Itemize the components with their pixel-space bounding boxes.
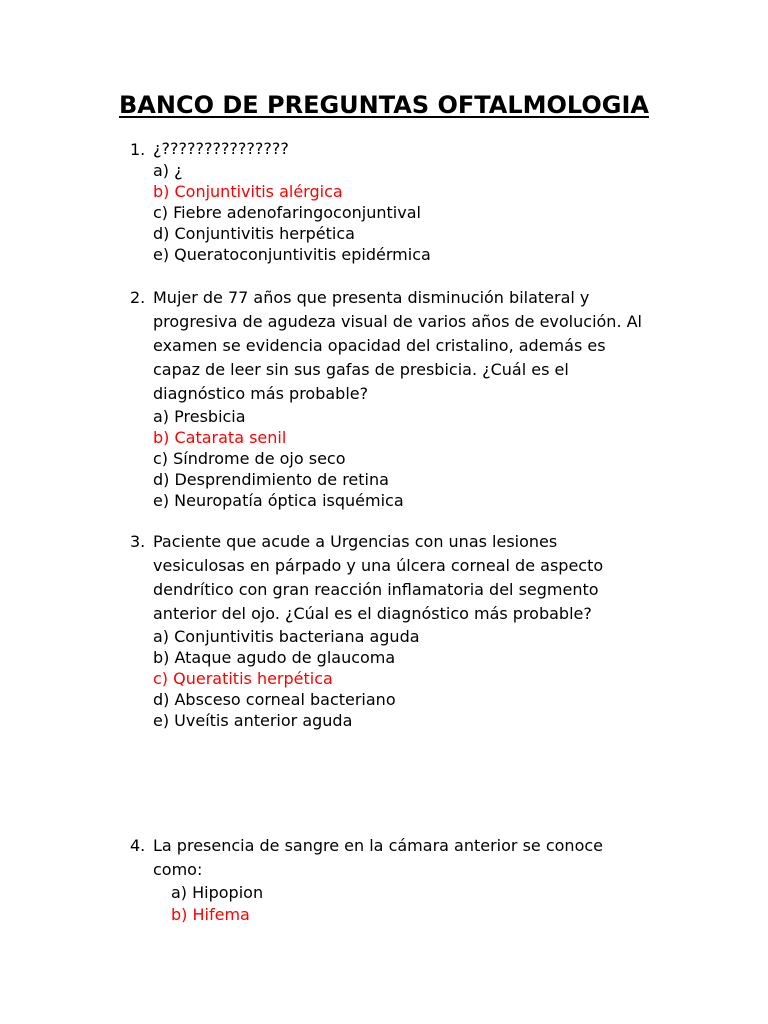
answer-options <box>153 406 650 511</box>
answer-option: d) Conjuntivitis herpética <box>153 224 355 243</box>
answer-option: c) Queratitis herpética <box>153 669 333 688</box>
answer-option: d) Desprendimiento de retina <box>153 470 389 489</box>
question-number: 1. <box>130 140 146 159</box>
answer-option: b) Ataque agudo de glaucoma <box>153 648 396 667</box>
answer-option: c) Síndrome de ojo seco <box>153 449 346 468</box>
question-number: 2. <box>130 288 146 307</box>
answer-option: e) Uveítis anterior aguda <box>153 711 353 730</box>
answer-option: e) Neuropatía óptica isquémica <box>153 491 404 510</box>
question-3 <box>130 530 650 731</box>
answer-options <box>153 160 650 265</box>
answer-option: a) ¿ <box>153 161 183 180</box>
question-1 <box>130 138 650 265</box>
page-title: BANCO DE PREGUNTAS OFTALMOLOGIA <box>119 91 649 119</box>
question-number: 3. <box>130 532 146 551</box>
question-stem: ¿??????????????? <box>153 139 289 158</box>
answer-option: e) Queratoconjuntivitis epidérmica <box>153 245 431 264</box>
question-number: 4. <box>130 836 146 855</box>
answer-option: c) Fiebre adenofaringoconjuntival <box>153 203 421 222</box>
answer-option: a) Hipopion <box>171 883 264 902</box>
answer-option: b) Catarata senil <box>153 428 287 447</box>
answer-option: d) Absceso corneal bacteriano <box>153 690 396 709</box>
question-4 <box>130 834 650 926</box>
question-stem: Paciente que acude a Urgencias con unas lesiones vesiculosas en párpado y una úlcera corneal de aspecto dendrítico con gran reacción inflamatoria del segmento anterior del ojo. ¿Cúal es el diagnóstico más probable? <box>153 532 604 623</box>
answer-option: b) Hifema <box>171 905 250 924</box>
answer-options <box>153 626 650 731</box>
answer-options <box>171 882 650 926</box>
answer-option: a) Conjuntivitis bacteriana aguda <box>153 627 420 646</box>
answer-option: a) Presbicia <box>153 407 246 426</box>
question-2 <box>130 286 650 511</box>
answer-option: b) Conjuntivitis alérgica <box>153 182 343 201</box>
question-stem: Mujer de 77 años que presenta disminución bilateral y progresiva de agudeza visual de varios años de evolución. Al examen se evidencia opacidad del cristalino, además es capaz de leer sin sus gafas de presbicia. ¿Cuál es el diagnóstico más probable? <box>153 288 642 403</box>
question-stem: La presencia de sangre en la cámara anterior se conoce como: <box>153 836 603 879</box>
